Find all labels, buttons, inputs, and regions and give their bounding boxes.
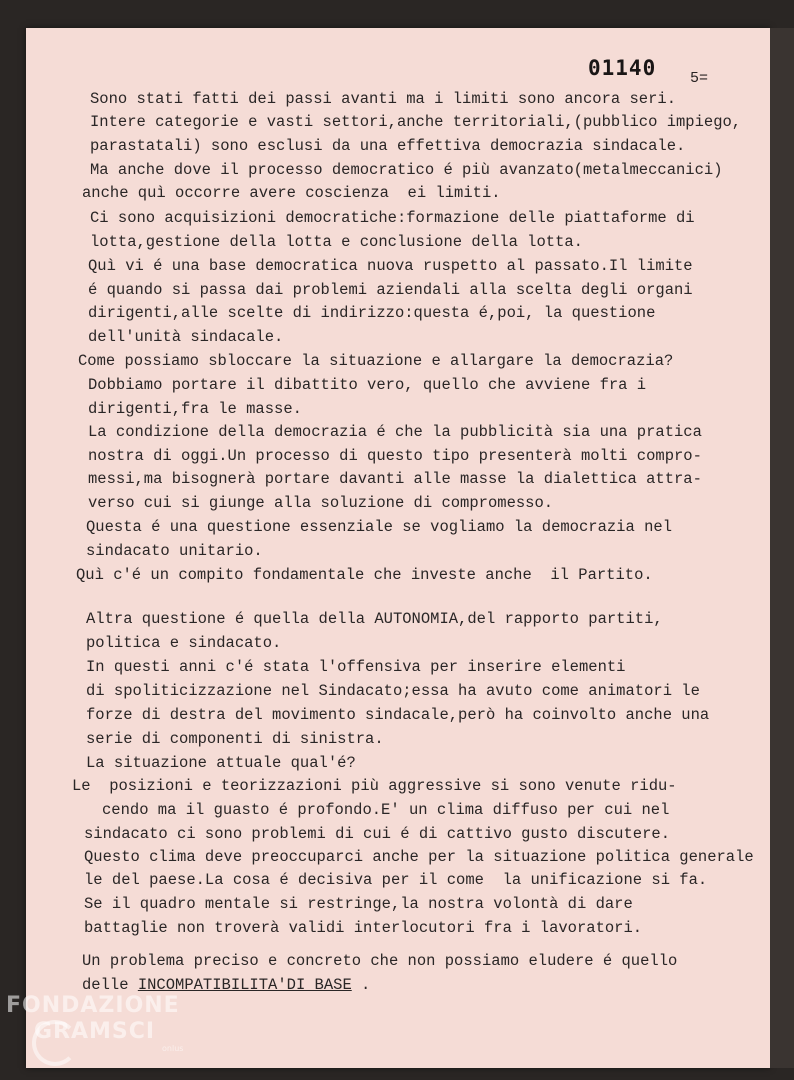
text-line: politica e sindacato. — [86, 634, 282, 652]
text-line: dell'unità sindacale. — [88, 328, 284, 346]
text-line: Altra questione é quella della AUTONOMIA,del rapporto partiti, — [86, 610, 663, 628]
text-line: messi,ma bisognerà portare davanti alle masse la dialettica attra- — [88, 470, 702, 488]
final-line-prefix: delle — [82, 976, 138, 994]
final-line — [82, 975, 370, 995]
document-number: 01140 — [588, 56, 657, 80]
text-line: Ma anche dove il processo democratico é più avanzato(metalmeccanici) — [90, 161, 723, 179]
text-line: Questo clima deve preoccuparci anche per la situazione politica generale — [84, 848, 754, 866]
text-line: La situazione attuale qual'é? — [86, 754, 356, 772]
text-line: Ci sono acquisizioni democratiche:formazione delle piattaforme di — [90, 209, 695, 227]
text-line: lotta,gestione della lotta e conclusione della lotta. — [90, 233, 583, 251]
text-line: verso cui si giunge alla soluzione di compromesso. — [88, 494, 554, 512]
text-line: Quì c'é un compito fondamentale che investe anche il Partito. — [76, 566, 653, 584]
watermark-logo-icon — [32, 1020, 78, 1066]
watermark-line-3: onlus — [162, 1044, 184, 1053]
text-line: é quando si passa dai problemi aziendali alla scelta degli organi — [88, 281, 693, 299]
page-edge-strip — [770, 28, 794, 1068]
text-line: dirigenti,alle scelte di indirizzo:questa é,poi, la questione — [88, 304, 656, 322]
text-line: Come possiamo sbloccare la situazione e allargare la democrazia? — [78, 352, 674, 370]
watermark-line-2: GRAMSCI — [34, 1019, 156, 1044]
text-line: cendo ma il guasto é profondo.E' un clima diffuso per cui nel — [102, 801, 670, 819]
text-line: sindacato unitario. — [86, 542, 263, 560]
watermark-line-1: FONDAZIONE — [6, 993, 180, 1018]
text-line: forze di destra del movimento sindacale,però ha coinvolto anche una — [86, 706, 710, 724]
text-line: Un problema preciso e concreto che non possiamo eludere é quello — [82, 952, 678, 970]
text-line: di spoliticizzazione nel Sindacato;essa ha avuto come animatori le — [86, 682, 700, 700]
incompatibilita-heading: INCOMPATIBILITA'DI BASE — [137, 976, 352, 994]
text-line: In questi anni c'é stata l'offensiva per inserire elementi — [86, 658, 626, 676]
text-line: Quì vi é una base democratica nuova ruspetto al passato.Il limite — [88, 257, 693, 275]
text-line: parastatali) sono esclusi da una effettiva democrazia sindacale. — [90, 137, 686, 155]
text-line: le del paese.La cosa é decisiva per il come la unificazione si fa. — [84, 871, 708, 889]
text-line: Intere categorie e vasti settori,anche territoriali,(pubblico impiego, — [90, 113, 742, 131]
text-line: Dobbiamo portare il dibattito vero, quello che avviene fra i — [88, 376, 647, 394]
text-line: sindacato ci sono problemi di cui é di cattivo gusto discutere. — [84, 825, 670, 843]
text-line: Sono stati fatti dei passi avanti ma i limiti sono ancora seri. — [90, 90, 676, 108]
text-line: Se il quadro mentale si restringe,la nostra volontà di dare — [84, 895, 633, 913]
text-line: dirigenti,fra le masse. — [88, 400, 302, 418]
final-line-suffix: . — [351, 976, 371, 994]
page-mark: 5= — [690, 70, 709, 87]
text-line: battaglie non troverà validi interlocutori fra i lavoratori. — [84, 919, 643, 937]
text-line: nostra di oggi.Un processo di questo tipo presenterà molti compro- — [88, 447, 702, 465]
text-line: serie di componenti di sinistra. — [86, 730, 384, 748]
text-line: anche quì occorre avere coscienza ei limiti. — [82, 184, 501, 202]
text-line: La condizione della democrazia é che la pubblicità sia una pratica — [88, 423, 702, 441]
text-line: Le posizioni e teorizzazioni più aggressive si sono venute ridu- — [72, 777, 677, 795]
text-line: Questa é una questione essenziale se vogliamo la democrazia nel — [86, 518, 672, 536]
